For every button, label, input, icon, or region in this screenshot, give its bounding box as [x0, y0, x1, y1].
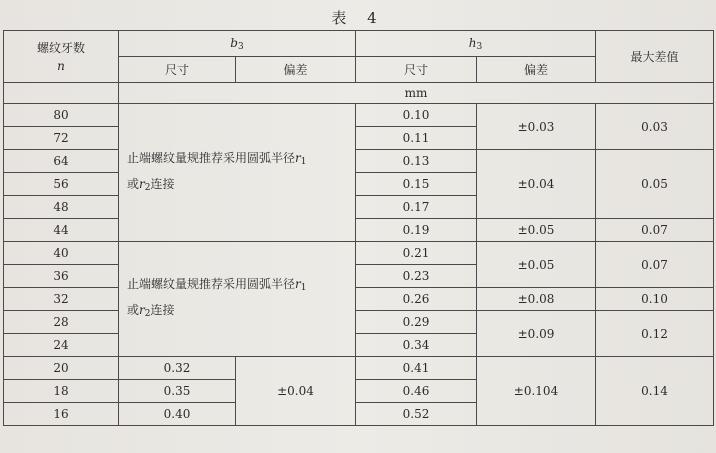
header-b3-symbol: b [230, 35, 238, 50]
max-diff: 0.07 [596, 219, 714, 242]
h3-deviation: ±0.05 [477, 219, 596, 242]
h3-size: 0.52 [356, 403, 477, 426]
max-diff: 0.03 [596, 104, 714, 150]
header-h3-size: 尺寸 [356, 57, 477, 83]
unit-row [4, 83, 714, 104]
note-r2-symbol: r [139, 176, 145, 191]
header-h3-deviation: 偏差 [477, 57, 596, 83]
thread-count: 16 [4, 403, 119, 426]
note-r2-subscript: 2 [144, 309, 151, 319]
thread-count: 72 [4, 127, 119, 150]
h3-size: 0.41 [356, 357, 477, 380]
table-row [4, 357, 714, 380]
table-row [4, 242, 714, 265]
h3-size: 0.23 [356, 265, 477, 288]
thread-count: 56 [4, 173, 119, 196]
h3-size: 0.46 [356, 380, 477, 403]
h3-size: 0.34 [356, 334, 477, 357]
b3-size: 0.32 [119, 357, 236, 380]
note-r1-subscript: 1 [300, 156, 307, 167]
table-row [4, 150, 714, 173]
h3-deviation: ±0.04 [477, 150, 596, 219]
h3-size: 0.26 [356, 288, 477, 311]
thread-count: 20 [4, 357, 119, 380]
b3-deviation: ±0.04 [236, 357, 356, 426]
thread-count: 44 [4, 219, 119, 242]
note-line-1 [127, 147, 355, 173]
max-diff: 0.14 [596, 357, 714, 426]
h3-size: 0.11 [356, 127, 477, 150]
note-text: 止端螺纹量规推荐采用圆弧半径 [127, 277, 296, 291]
thread-gauge-table [3, 30, 714, 426]
header-b3 [119, 31, 356, 57]
unit-cell: mm [119, 83, 714, 104]
note-text: 止端螺纹量规推荐采用圆弧半径 [127, 150, 296, 165]
header-h3 [356, 31, 596, 57]
note-line-1 [127, 273, 355, 299]
table-row [4, 288, 714, 311]
thread-count: 18 [4, 380, 119, 403]
thread-count: 36 [4, 265, 119, 288]
header-threads-label: 螺纹牙数 [36, 40, 85, 55]
max-diff: 0.10 [596, 288, 714, 311]
note-line-2 [127, 173, 355, 199]
note-r2-subscript: 2 [144, 182, 151, 193]
header-threads [4, 31, 119, 83]
note-tail: 连接 [150, 303, 175, 317]
thread-count: 48 [4, 196, 119, 219]
header-b3-deviation: 偏差 [236, 57, 356, 83]
note-tail: 连接 [150, 176, 175, 191]
h3-deviation: ±0.09 [477, 311, 596, 357]
table-title: 表 4 [331, 9, 385, 27]
table-row [4, 219, 714, 242]
note-r1-symbol: r [295, 150, 301, 165]
unit-blank-cell [4, 83, 119, 104]
h3-size: 0.10 [356, 104, 477, 127]
h3-size: 0.17 [356, 196, 477, 219]
h3-size: 0.13 [356, 150, 477, 173]
thread-count: 40 [4, 242, 119, 265]
header-max-diff: 最大差值 [596, 31, 714, 83]
thread-count: 64 [4, 150, 119, 173]
max-diff: 0.12 [596, 311, 714, 357]
h3-deviation: ±0.104 [477, 357, 596, 426]
note-r2-symbol: r [139, 303, 145, 317]
h3-size: 0.19 [356, 219, 477, 242]
header-b3-subscript: 3 [237, 41, 244, 52]
header-b3-size: 尺寸 [119, 57, 236, 83]
b3-size: 0.35 [119, 380, 236, 403]
thread-count: 28 [4, 311, 119, 334]
thread-count: 32 [4, 288, 119, 311]
thread-count: 80 [4, 104, 119, 127]
note-r1-subscript: 1 [300, 283, 307, 293]
note-or: 或 [127, 303, 140, 317]
table-row [4, 311, 714, 334]
thread-count: 24 [4, 334, 119, 357]
note-cell [119, 104, 356, 242]
h3-deviation: ±0.08 [477, 288, 596, 311]
note-r1-symbol: r [295, 277, 301, 291]
note-or: 或 [127, 176, 140, 191]
h3-size: 0.21 [356, 242, 477, 265]
h3-size: 0.29 [356, 311, 477, 334]
h3-size: 0.15 [356, 173, 477, 196]
b3-size: 0.40 [119, 403, 236, 426]
header-threads-symbol: n [57, 58, 65, 73]
header-row-1 [4, 31, 714, 57]
h3-deviation: ±0.05 [477, 242, 596, 288]
max-diff: 0.05 [596, 150, 714, 219]
header-h3-subscript: 3 [476, 41, 483, 52]
header-h3-symbol: h [468, 35, 477, 50]
table-row [4, 104, 714, 127]
max-diff: 0.07 [596, 242, 714, 288]
note-cell [119, 242, 356, 357]
h3-deviation: ±0.03 [477, 104, 596, 150]
note-line-2 [127, 299, 355, 325]
